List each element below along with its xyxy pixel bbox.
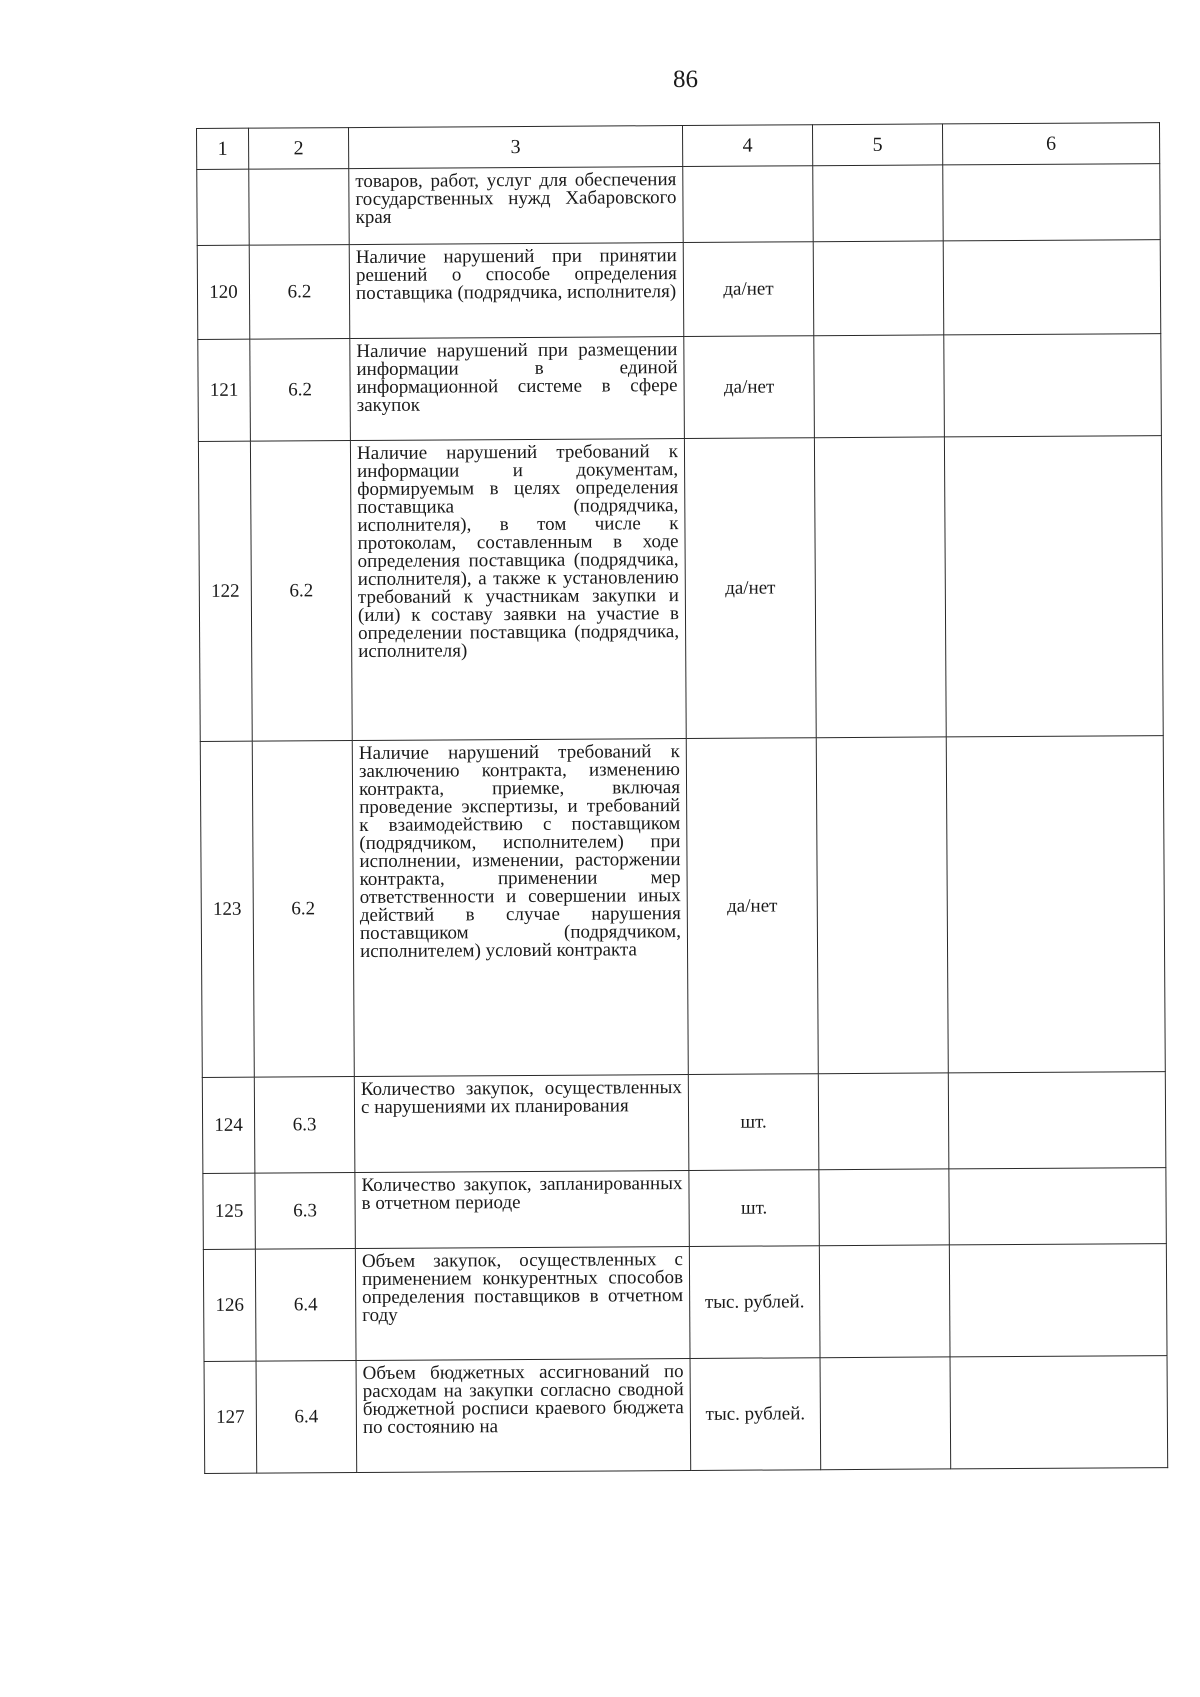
row-description: Наличие нарушений при размещении информации в единой информационной системе в сфере закупок: [350, 337, 685, 441]
indicator-table: [196, 122, 1168, 1474]
row-unit: да/нет: [686, 738, 818, 1075]
row-col6: [948, 1072, 1166, 1169]
column-header: 4: [682, 125, 812, 167]
table-row: [200, 736, 1165, 1078]
table-row: [197, 240, 1161, 340]
row-unit: тыс. рублей.: [690, 1358, 821, 1471]
row-code: 6.4: [255, 1249, 356, 1362]
row-unit: шт.: [689, 1170, 819, 1247]
page-number: 86: [673, 66, 698, 93]
row-description: Наличие нарушений при принятии решений о способе определения поставщика (подрядчика, исполнителя): [349, 243, 684, 339]
row-number: 127: [204, 1361, 257, 1473]
column-header: 2: [249, 128, 349, 170]
row-number: 121: [198, 339, 251, 441]
row-description: Количество закупок, запланированных в отчетном периоде: [355, 1171, 689, 1249]
row-unit: да/нет: [684, 438, 816, 739]
row-number: 124: [202, 1077, 255, 1173]
table-row: [203, 1244, 1167, 1362]
row-col6: [943, 240, 1161, 335]
row-col6: [950, 1356, 1168, 1469]
row-code: 6.4: [256, 1361, 357, 1474]
row-description: Объем бюджетных ассигнований по расходам на закупки согласно сводной бюджетной росписи краевого бюджета по состоянию на: [356, 1359, 691, 1473]
row-col5: [819, 1245, 950, 1358]
row-code: [249, 169, 349, 246]
row-code: 6.3: [255, 1173, 355, 1250]
row-number: [197, 169, 249, 245]
table-row: [203, 1168, 1166, 1250]
row-col5: [813, 165, 943, 242]
column-header: 5: [812, 124, 942, 166]
column-header: 1: [197, 128, 249, 169]
row-col6: [946, 736, 1165, 1073]
row-col5: [818, 1073, 949, 1170]
row-col6: [949, 1244, 1167, 1357]
table-row: [204, 1356, 1168, 1474]
row-description: Количество закупок, осуществленных с нарушениями их планирования: [354, 1075, 689, 1173]
row-col5: [816, 737, 948, 1074]
row-unit: да/нет: [683, 242, 814, 337]
row-description: Наличие нарушений требований к информации и документам, формируемым в целях определения поставщика (подрядчика, исполнителя), в том числе к протоколам, составленным в ходе определения поставщика (подрядчика, исполнителя), а также к установлению требований к участникам закупки и (или) к составу заявки на участие в определении поставщика (подрядчика, исполнителя): [350, 439, 686, 741]
table-row: [202, 1072, 1166, 1174]
row-unit: [683, 166, 813, 243]
row-col5: [813, 241, 944, 336]
row-col5: [819, 1169, 949, 1246]
row-col6: [944, 334, 1162, 437]
row-code: 6.2: [252, 741, 354, 1078]
row-col5: [814, 335, 945, 438]
table-header-row: [197, 123, 1160, 170]
row-number: 126: [203, 1249, 256, 1361]
row-description: Наличие нарушений требований к заключению контракта, изменению контракта, приемке, включая проведение экспертизы, и требований к взаимодействию с поставщиком (подрядчиком, исполнителем) при исполнении, изменении, расторжении контракта, применении мер ответственности и совершении иных действий в случае нарушения поставщиком (подрядчиком, исполнителем) условий контракта: [352, 739, 688, 1077]
row-description: товаров, работ, услуг для обеспечения государственных нужд Хабаровского края: [349, 167, 683, 245]
document-sheet: [196, 122, 1167, 1474]
row-col5: [820, 1357, 951, 1470]
row-code: 6.2: [249, 245, 350, 340]
row-code: 6.3: [254, 1077, 355, 1174]
table-row: [198, 334, 1162, 442]
row-number: 120: [197, 245, 250, 339]
row-col6: [949, 1168, 1166, 1245]
row-col6: [943, 164, 1160, 241]
column-header: 6: [942, 123, 1159, 165]
row-col6: [944, 436, 1163, 737]
row-col5: [814, 437, 946, 738]
row-unit: да/нет: [684, 336, 815, 439]
row-description: Объем закупок, осуществленных с применением конкурентных способов определения поставщиков в отчетном году: [355, 1247, 690, 1361]
row-code: 6.2: [250, 441, 352, 742]
row-number: 122: [198, 441, 252, 741]
row-number: 125: [203, 1173, 255, 1249]
row-unit: шт.: [688, 1074, 819, 1171]
row-number: 123: [200, 741, 254, 1077]
table-row: [198, 436, 1163, 742]
table-row: [197, 164, 1160, 246]
row-unit: тыс. рублей.: [689, 1246, 820, 1359]
column-header: 3: [349, 126, 683, 169]
row-code: 6.2: [250, 339, 351, 442]
